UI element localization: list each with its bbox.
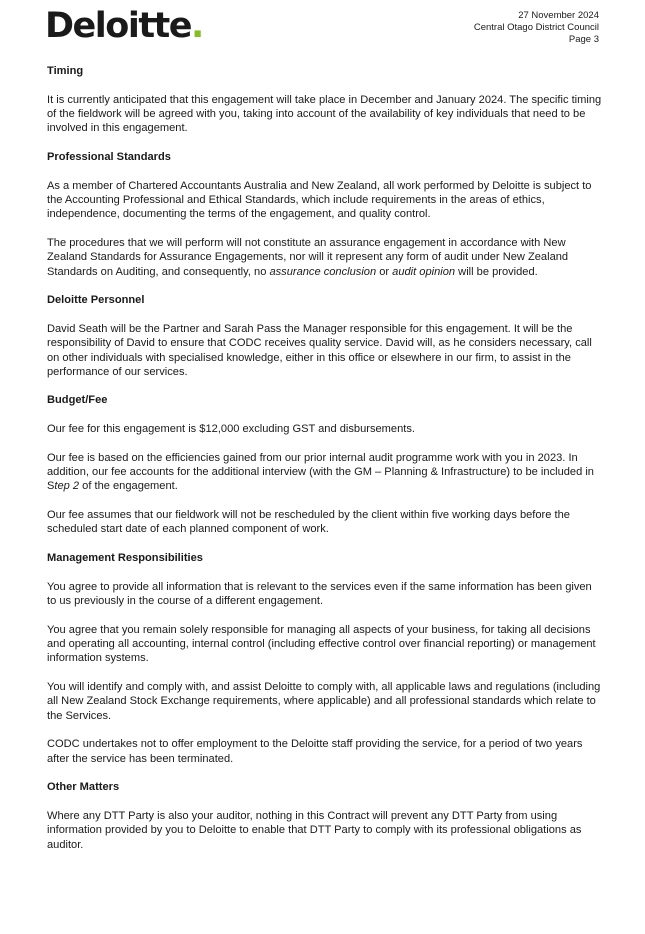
other-matters-paragraph: Where any DTT Party is also your auditor, nothing in this Contract will prevent any DTT Party from using information provided by you to Deloitte to enable that DTT Party to comply with its professional obligations as auditor. bbox=[47, 810, 582, 851]
budget-paragraph-2: Our fee is based on the efficiencies gained from our prior internal audit programme work with you in 2023. In addition, our fee accounts for the additional interview (with the GM – Planning & Infrastructure) to be included in Step 2 of the engagement. bbox=[47, 451, 594, 493]
budget-paragraph-3: Our fee assumes that our fieldwork will not be rescheduled by the client within five working days before the scheduled start date of each planned component of work. bbox=[47, 509, 570, 536]
letter-date: 27 November 2024 bbox=[518, 10, 599, 21]
client-name: Central Otago District Council bbox=[473, 22, 599, 33]
heading-other-matters: Other Matters bbox=[47, 781, 120, 794]
standards-paragraph-1: As a member of Chartered Accountants Australia and New Zealand, all work performed by Deloitte is subject to the Accounting Professional and Ethical Standards, which include requirements in the areas of ethics, independence, documenting the terms of the engagement, and quality control. bbox=[47, 179, 592, 221]
heading-timing: Timing bbox=[47, 65, 84, 77]
personnel-paragraph: David Seath will be the Partner and Sarah Pass the Manager responsible for this engagement. It will be the responsibility of David to ensure that CODC receives quality service. David will, as he considers necessary, call on other individuals with specialised knowledge, either in this office or elsewhere in our firm, to assist in the performance of our services. bbox=[47, 322, 592, 378]
deloitte-logo bbox=[45, 6, 203, 46]
timing-paragraph: It is currently anticipated that this engagement will take place in December and January 2024. The specific timing of the fieldwork will be agreed with you, taking into account of the availability of key individuals that need to be involved in this engagement. bbox=[47, 93, 602, 135]
management-paragraph-1: You agree to provide all information that is relevant to the services even if the same information has been given to us previously in the course of a different engagement. bbox=[47, 580, 592, 608]
management-paragraph-2: You agree that you remain solely responsible for managing all aspects of your business, for taking all decisions and operating all accounting, internal control (including effective control over financial reporting) or management information systems. bbox=[47, 623, 596, 665]
standards-paragraph-2: The procedures that we will perform will not constitute an assurance engagement in accordance with New Zealand Standards for Assurance Engagements, nor will it represent any form of audit under New Zealand Standards on Auditing, and consequently, no assurance conclusion or audit opinion will be provided. bbox=[47, 236, 569, 278]
heading-management-responsibilities: Management Responsibilities bbox=[47, 552, 203, 565]
management-paragraph-3: You will identify and comply with, and assist Deloitte to comply with, all applicable laws and regulations (including all New Zealand Stock Exchange requirements, where applicable) and all professional standards which relate to the Services. bbox=[47, 681, 601, 722]
heading-professional-standards: Professional Standards bbox=[47, 150, 171, 163]
management-paragraph-4: CODC undertakes not to offer employment to the Deloitte staff providing the service, for a period of two years after the service has been terminated. bbox=[47, 738, 583, 765]
heading-budget-fee: Budget/Fee bbox=[47, 394, 108, 407]
logo-dot: . bbox=[191, 6, 203, 46]
heading-deloitte-personnel: Deloitte Personnel bbox=[47, 294, 145, 307]
page-number: Page 3 bbox=[568, 34, 599, 45]
letter-meta bbox=[474, 10, 599, 46]
budget-paragraph-1: Our fee for this engagement is $12,000 excluding GST and disbursements. bbox=[47, 423, 415, 436]
letter-body bbox=[47, 64, 602, 852]
logo-text: Deloitte bbox=[45, 6, 192, 46]
